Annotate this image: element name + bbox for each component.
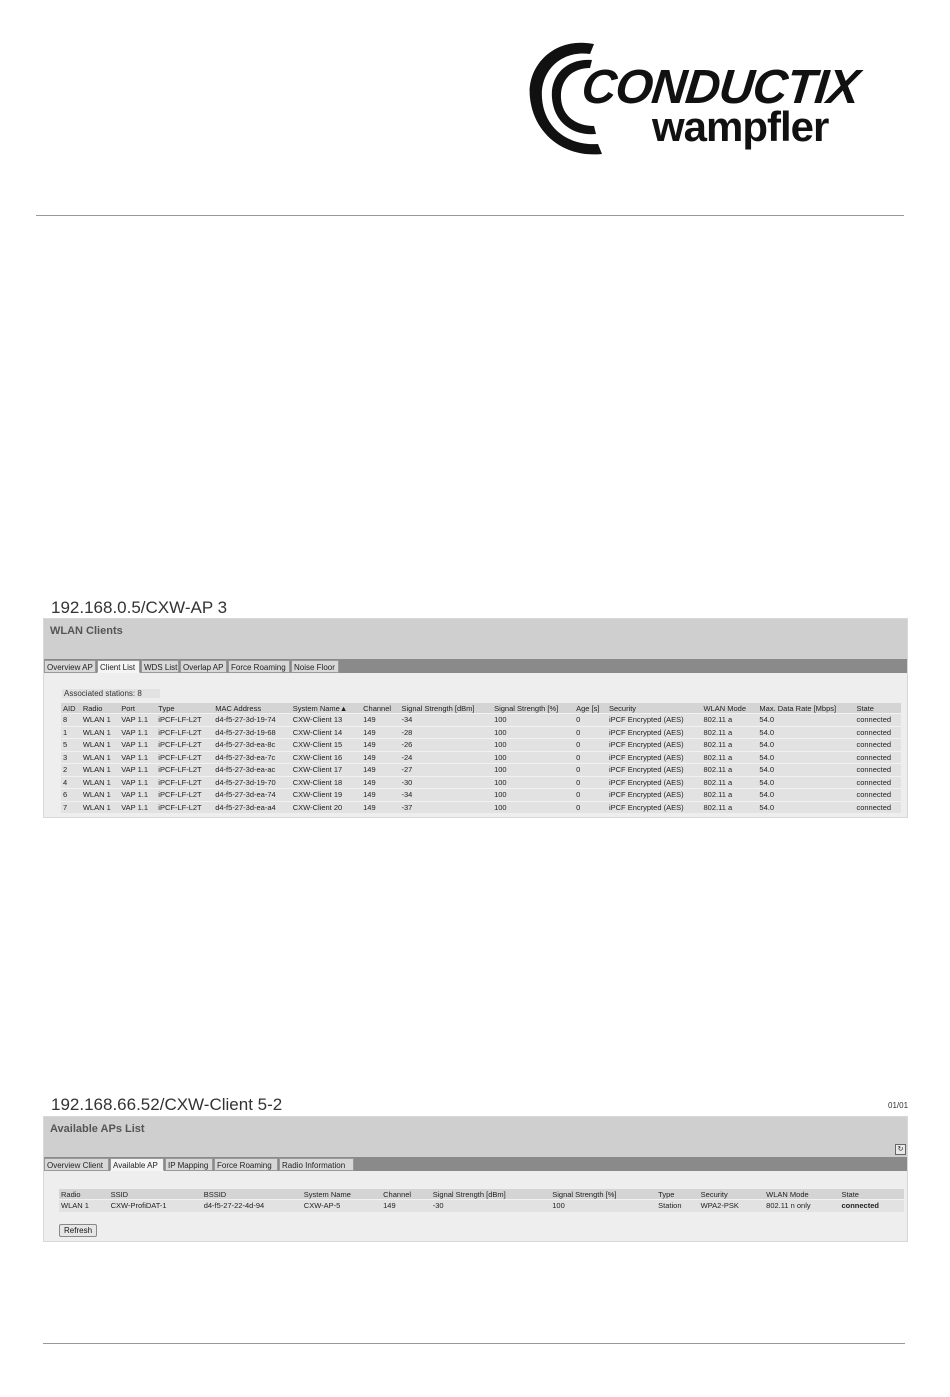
- table-cell: d4-f5-27-22-4d-94: [202, 1200, 302, 1212]
- table-cell: VAP 1.1: [119, 764, 156, 777]
- table-cell: 802.11 a: [701, 714, 757, 727]
- table-cell: iPCF-LF-L2T: [156, 776, 213, 789]
- panel-header: [44, 1117, 907, 1157]
- table-cell: 54.0: [757, 714, 854, 727]
- table-cell: 149: [361, 801, 399, 813]
- table-cell: CXW-AP-5: [302, 1200, 381, 1212]
- table-cell: 1: [61, 726, 81, 739]
- table-cell: 100: [492, 776, 574, 789]
- panel-heading: Available APs List: [50, 1123, 145, 1135]
- client-tab-bar: [44, 1157, 907, 1171]
- page-counter: 01/01: [888, 1101, 909, 1110]
- table-cell: 149: [361, 714, 399, 727]
- table-cell: iPCF Encrypted (AES): [607, 776, 702, 789]
- table-row: [61, 751, 901, 764]
- table-cell: 8: [61, 714, 81, 727]
- table-cell: CXW-Client 16: [291, 751, 361, 764]
- column-header[interactable]: BSSID: [202, 1189, 302, 1200]
- table-cell: 0: [574, 764, 607, 777]
- table-cell: VAP 1.1: [119, 801, 156, 813]
- table-cell: VAP 1.1: [119, 714, 156, 727]
- column-header[interactable]: Radio: [81, 703, 119, 714]
- table-cell: 802.11 a: [701, 726, 757, 739]
- logo-brand-text: CONDUCTIX: [579, 61, 862, 114]
- column-header[interactable]: Signal Strength [dBm]: [431, 1189, 551, 1200]
- column-header[interactable]: Security: [699, 1189, 765, 1200]
- table-cell: 100: [492, 764, 574, 777]
- table-cell: d4-f5-27-3d-ea-74: [213, 789, 291, 802]
- table-cell: 149: [361, 739, 399, 752]
- panel-header: [44, 619, 907, 659]
- column-header[interactable]: System Name: [302, 1189, 381, 1200]
- table-cell: CXW-Client 18: [291, 776, 361, 789]
- column-header[interactable]: Signal Strength [%]: [492, 703, 574, 714]
- column-header[interactable]: Security: [607, 703, 702, 714]
- table-cell: -30: [400, 776, 493, 789]
- table-cell: iPCF Encrypted (AES): [607, 801, 702, 813]
- tab-wds-list[interactable]: WDS List: [141, 660, 179, 673]
- table-cell: 802.11 a: [701, 751, 757, 764]
- column-header[interactable]: Type: [656, 1189, 698, 1200]
- table-cell: 0: [574, 751, 607, 764]
- table-cell: CXW-Client 19: [291, 789, 361, 802]
- table-cell: connected: [854, 764, 901, 777]
- table-cell: connected: [854, 739, 901, 752]
- table-cell: WLAN 1: [59, 1200, 109, 1212]
- table-cell: 4: [61, 776, 81, 789]
- table-row: [61, 776, 901, 789]
- column-header[interactable]: Radio: [59, 1189, 109, 1200]
- table-row: [61, 714, 901, 727]
- table-cell: WLAN 1: [81, 726, 119, 739]
- table-cell: 100: [492, 726, 574, 739]
- table-cell: CXW-ProfiDAT-1: [109, 1200, 202, 1212]
- table-cell: d4-f5-27-3d-ea-ac: [213, 764, 291, 777]
- table-cell: -27: [400, 764, 493, 777]
- table-cell: 0: [574, 739, 607, 752]
- associated-stations-label: Associated stations: 8: [62, 689, 160, 698]
- table-cell: iPCF-LF-L2T: [156, 789, 213, 802]
- table-cell: 802.11 n only: [764, 1200, 839, 1212]
- table-cell: VAP 1.1: [119, 776, 156, 789]
- table-cell: 802.11 a: [701, 776, 757, 789]
- tab-overview-client[interactable]: Overview Client: [44, 1158, 109, 1171]
- table-cell: 100: [550, 1200, 656, 1212]
- tab-force-roaming[interactable]: Force Roaming: [214, 1158, 278, 1171]
- table-cell: CXW-Client 14: [291, 726, 361, 739]
- table-cell: 54.0: [757, 726, 854, 739]
- table-cell: 802.11 a: [701, 739, 757, 752]
- wlan-clients-panel: [43, 618, 908, 818]
- table-cell: 149: [361, 776, 399, 789]
- panel-heading: WLAN Clients: [50, 625, 123, 637]
- table-cell: 100: [492, 801, 574, 813]
- column-header[interactable]: Signal Strength [dBm]: [400, 703, 493, 714]
- table-cell: connected: [854, 714, 901, 727]
- tab-radio-information[interactable]: Radio Information: [279, 1158, 354, 1171]
- table-cell: iPCF Encrypted (AES): [607, 739, 702, 752]
- column-header[interactable]: Age [s]: [574, 703, 607, 714]
- column-header[interactable]: AID: [61, 703, 81, 714]
- table-cell: CXW-Client 13: [291, 714, 361, 727]
- column-header[interactable]: MAC Address: [213, 703, 291, 714]
- table-cell: -26: [400, 739, 493, 752]
- table-cell: WLAN 1: [81, 751, 119, 764]
- client-list-table: [61, 703, 901, 813]
- table-cell: 0: [574, 776, 607, 789]
- available-aps-panel: [43, 1116, 908, 1242]
- table-cell: WPA2-PSK: [699, 1200, 765, 1212]
- table-cell: WLAN 1: [81, 739, 119, 752]
- table-cell: VAP 1.1: [119, 726, 156, 739]
- tab-available-ap[interactable]: Available AP: [110, 1158, 164, 1171]
- table-cell: connected: [839, 1200, 904, 1212]
- table-cell: d4-f5-27-3d-ea-8c: [213, 739, 291, 752]
- table-cell: 0: [574, 801, 607, 813]
- table-cell: iPCF-LF-L2T: [156, 764, 213, 777]
- table-cell: iPCF Encrypted (AES): [607, 714, 702, 727]
- column-header[interactable]: Port: [119, 703, 156, 714]
- table-cell: 7: [61, 801, 81, 813]
- table-cell: d4-f5-27-3d-19-68: [213, 726, 291, 739]
- column-header[interactable]: State: [854, 703, 901, 714]
- column-header[interactable]: SSID: [109, 1189, 202, 1200]
- column-header[interactable]: Type: [156, 703, 213, 714]
- footer-divider: [43, 1343, 905, 1344]
- table-cell: connected: [854, 789, 901, 802]
- table-cell: CXW-Client 17: [291, 764, 361, 777]
- column-header[interactable]: State: [839, 1189, 904, 1200]
- table-row: [61, 764, 901, 777]
- tab-client-list[interactable]: Client List: [97, 660, 140, 673]
- table-cell: 100: [492, 714, 574, 727]
- table-cell: iPCF Encrypted (AES): [607, 764, 702, 777]
- table-row: [61, 789, 901, 802]
- table-cell: 54.0: [757, 801, 854, 813]
- table-cell: 100: [492, 739, 574, 752]
- company-logo: [524, 36, 914, 166]
- table-cell: 802.11 a: [701, 801, 757, 813]
- table-cell: -34: [400, 714, 493, 727]
- refresh-button[interactable]: Refresh: [59, 1224, 97, 1237]
- table-cell: VAP 1.1: [119, 789, 156, 802]
- table-cell: WLAN 1: [81, 801, 119, 813]
- table-row: [61, 739, 901, 752]
- table-row: [61, 801, 901, 813]
- table-cell: 54.0: [757, 739, 854, 752]
- table-cell: 149: [381, 1200, 431, 1212]
- table-cell: -37: [400, 801, 493, 813]
- table-cell: Station: [656, 1200, 698, 1212]
- table-cell: 54.0: [757, 751, 854, 764]
- table-cell: WLAN 1: [81, 764, 119, 777]
- ap-screenshot-title: 192.168.0.5/CXW-AP 3: [51, 598, 228, 617]
- table-cell: 2: [61, 764, 81, 777]
- table-cell: iPCF-LF-L2T: [156, 751, 213, 764]
- table-cell: connected: [854, 801, 901, 813]
- table-cell: 149: [361, 789, 399, 802]
- logo-sub-text: wampfler: [652, 103, 829, 150]
- table-cell: connected: [854, 751, 901, 764]
- table-cell: 802.11 a: [701, 764, 757, 777]
- table-cell: 54.0: [757, 789, 854, 802]
- tab-noise-floor[interactable]: Noise Floor: [291, 660, 339, 673]
- table-cell: d4-f5-27-3d-19-74: [213, 714, 291, 727]
- table-cell: iPCF-LF-L2T: [156, 739, 213, 752]
- table-cell: 54.0: [757, 764, 854, 777]
- available-ap-table: [59, 1189, 904, 1212]
- table-cell: iPCF Encrypted (AES): [607, 726, 702, 739]
- table-cell: VAP 1.1: [119, 739, 156, 752]
- table-cell: 802.11 a: [701, 789, 757, 802]
- tab-ip-mapping[interactable]: IP Mapping: [165, 1158, 213, 1171]
- table-cell: -24: [400, 751, 493, 764]
- table-cell: d4-f5-27-3d-ea-a4: [213, 801, 291, 813]
- table-cell: d4-f5-27-3d-19-70: [213, 776, 291, 789]
- table-cell: iPCF-LF-L2T: [156, 801, 213, 813]
- table-cell: WLAN 1: [81, 789, 119, 802]
- column-header[interactable]: Channel: [361, 703, 399, 714]
- table-cell: -30: [431, 1200, 551, 1212]
- table-cell: 3: [61, 751, 81, 764]
- column-header[interactable]: Signal Strength [%]: [550, 1189, 656, 1200]
- table-row: [61, 726, 901, 739]
- table-cell: iPCF-LF-L2T: [156, 726, 213, 739]
- table-cell: CXW-Client 15: [291, 739, 361, 752]
- column-header[interactable]: WLAN Mode: [701, 703, 757, 714]
- table-cell: 5: [61, 739, 81, 752]
- tab-overlap-ap[interactable]: Overlap AP: [180, 660, 227, 673]
- table-cell: 0: [574, 726, 607, 739]
- table-cell: iPCF-LF-L2T: [156, 714, 213, 727]
- table-cell: 149: [361, 751, 399, 764]
- table-cell: WLAN 1: [81, 776, 119, 789]
- table-cell: 0: [574, 714, 607, 727]
- tab-force-roaming[interactable]: Force Roaming: [228, 660, 290, 673]
- column-header[interactable]: WLAN Mode: [764, 1189, 839, 1200]
- table-cell: iPCF Encrypted (AES): [607, 751, 702, 764]
- column-header[interactable]: Max. Data Rate [Mbps]: [757, 703, 854, 714]
- table-cell: 54.0: [757, 776, 854, 789]
- ap-tab-bar: [44, 659, 907, 673]
- table-cell: connected: [854, 776, 901, 789]
- client-screenshot-title: 192.168.66.52/CXW-Client 5-2: [51, 1095, 283, 1114]
- refresh-icon[interactable]: ↻: [895, 1144, 906, 1155]
- table-cell: iPCF Encrypted (AES): [607, 789, 702, 802]
- table-cell: 149: [361, 726, 399, 739]
- table-cell: 100: [492, 751, 574, 764]
- column-header[interactable]: Channel: [381, 1189, 431, 1200]
- table-cell: WLAN 1: [81, 714, 119, 727]
- table-cell: 149: [361, 764, 399, 777]
- table-row: [59, 1200, 904, 1212]
- header-divider: [36, 215, 904, 216]
- table-cell: d4-f5-27-3d-ea-7c: [213, 751, 291, 764]
- tab-overview-ap[interactable]: Overview AP: [44, 660, 96, 673]
- table-cell: connected: [854, 726, 901, 739]
- table-cell: -34: [400, 789, 493, 802]
- table-cell: 100: [492, 789, 574, 802]
- table-cell: VAP 1.1: [119, 751, 156, 764]
- table-cell: 6: [61, 789, 81, 802]
- table-cell: CXW-Client 20: [291, 801, 361, 813]
- table-cell: -28: [400, 726, 493, 739]
- table-cell: 0: [574, 789, 607, 802]
- column-header[interactable]: System Name▲: [291, 703, 361, 714]
